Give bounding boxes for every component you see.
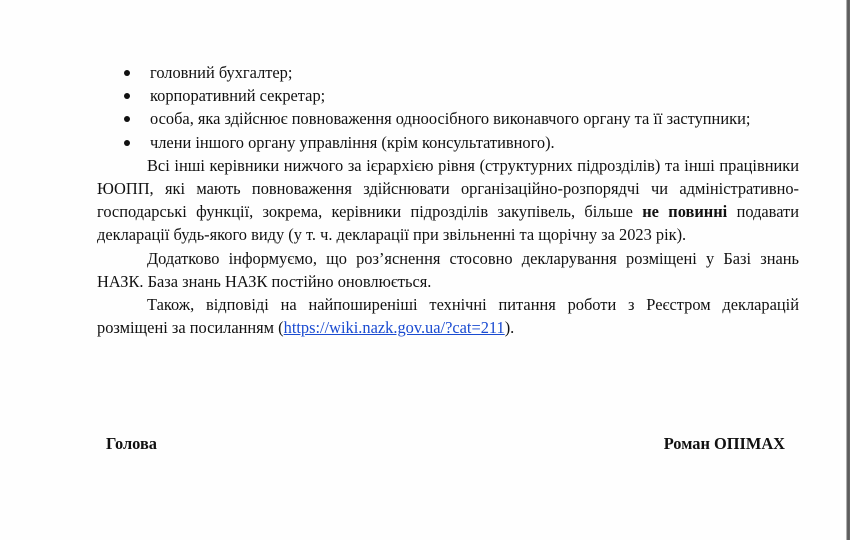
list-item-text: корпоративний секретар; (150, 86, 326, 106)
list-item (97, 61, 799, 84)
list-item-text: особа, яка здійснює повноваження одноосібного виконавчого органу та її заступники; (150, 109, 751, 129)
bullet-icon (124, 70, 130, 76)
list-item-text: члени іншого органу управління (крім консультативного). (150, 132, 555, 152)
signature-name: Роман ОПІМАХ (663, 434, 785, 453)
list-item (97, 107, 799, 130)
wiki-link[interactable]: https://wiki.nazk.gov.ua/?cat=211 (283, 318, 505, 338)
list-item (97, 84, 799, 107)
paragraph-knowledge-base: Додатково інформуємо, що роз’яснення стосовно декларування розміщені у Базі знань НАЗК. База знань НАЗК постійно оновлюється. (97, 248, 799, 291)
paragraph-text: Також, відповіді на найпоширеніші технічні питання роботи з Реєстром декларацій розміщені за посиланням ( (97, 295, 799, 338)
list-item-text: головний бухгалтер; (150, 63, 293, 82)
signature-title: Голова (106, 434, 157, 453)
paragraph-other-managers (97, 154, 799, 247)
bullet-icon (124, 93, 130, 99)
position-list (97, 61, 799, 154)
page-edge-border (846, 0, 850, 540)
list-item (97, 131, 799, 154)
bullet-icon (124, 116, 130, 122)
paragraph-text: Всі інші керівники нижчого за ієрархією рівня (структурних підрозділів) та інші працівники ЮОПП, які мають повноваження здійснювати організаційно-розпорядчі чи адміністративно-господарські функції, зокрема, керівники підрозділів закупівель, більше (97, 155, 799, 222)
paragraph-wiki-link (97, 293, 799, 339)
bullet-icon (124, 140, 130, 146)
paragraph-text: ). (504, 318, 515, 338)
document-body (97, 61, 799, 339)
paragraph-text: подавати декларації будь-якого виду (у т. ч. декларації при звільненні та щорічну за 2023 рік). (97, 202, 799, 245)
bold-emphasis: не повинні (642, 202, 728, 222)
